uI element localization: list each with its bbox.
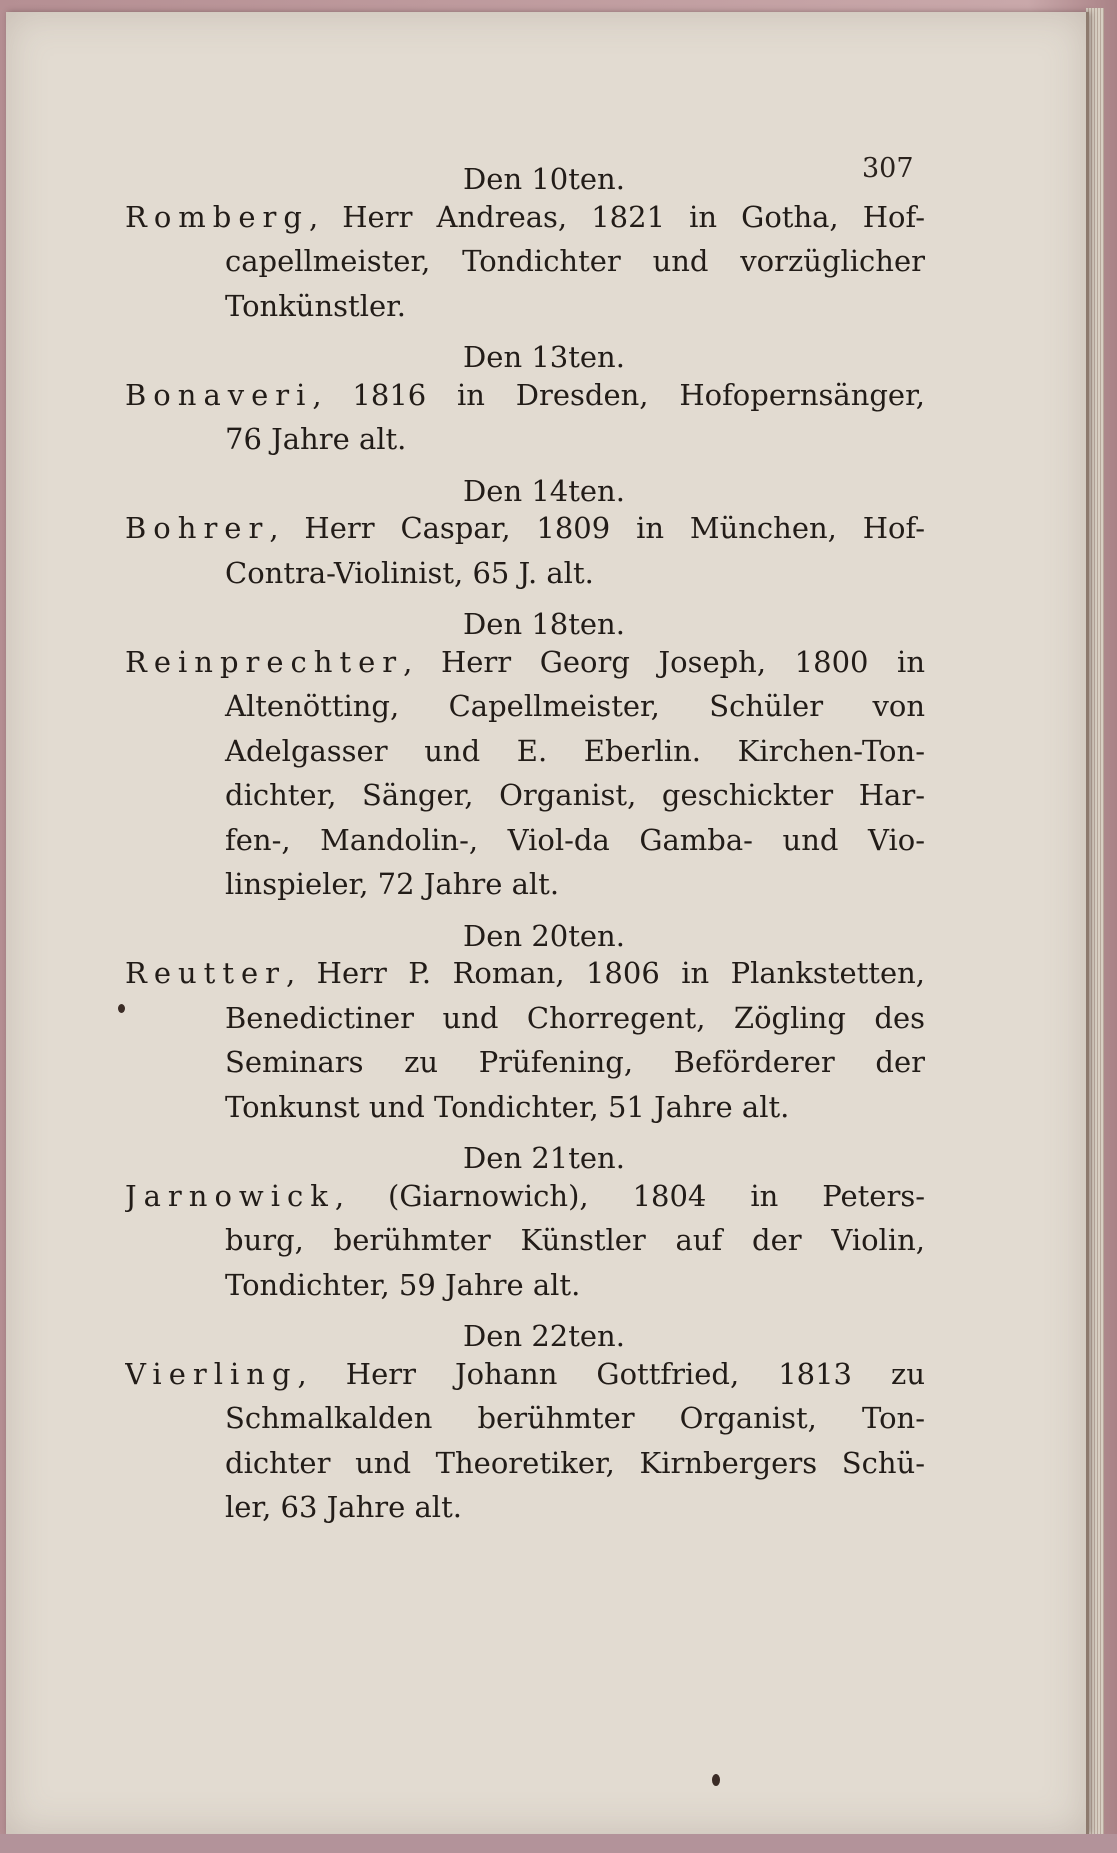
entry-line: Benedictiner und Chorregent, Zögling des [225, 1000, 925, 1035]
entry-line: Contra-Violinist, 65 J. alt. [225, 555, 594, 590]
entry-line: Schmalkalden berühmter Organist, Ton- [225, 1401, 925, 1435]
entry [125, 506, 925, 595]
date-heading: Den 22ten. [463, 1319, 625, 1353]
entry-line: , (Giarnowich), 1804 in Peters- [334, 1178, 925, 1213]
entry-line: , Herr Johann Gottfried, 1813 zu [297, 1356, 925, 1391]
entry-line: , Herr Georg Joseph, 1800 in [403, 644, 925, 679]
date-heading: Den 14ten. [463, 473, 625, 508]
entry-line: Altenötting, Capellmeister, Schüler von [225, 689, 925, 723]
entry [125, 195, 925, 329]
entry-name: Bonaveri [125, 377, 313, 412]
page-number: 307 [862, 153, 914, 184]
entry-line: linspieler, 72 Jahre alt. [225, 867, 560, 901]
entry-line: , Herr Caspar, 1809 in München, Hof- [269, 511, 925, 545]
entry-name: Vierling [125, 1356, 298, 1391]
entry-line: , Herr Andreas, 1821 in Gotha, Hof- [308, 199, 925, 234]
entry-name: Jarnowick [125, 1178, 335, 1213]
entry [125, 373, 925, 462]
entry [125, 1174, 925, 1308]
entry [125, 1352, 925, 1530]
entry-line: Tonkünstler. [225, 288, 407, 323]
ink-speck [118, 1004, 125, 1013]
entry-line: Tonkunst und Tondichter, 51 Jahre alt. [225, 1089, 790, 1124]
date-heading: Den 18ten. [463, 607, 625, 641]
entry-line: , Herr P. Roman, 1806 in Plankstetten, [286, 956, 925, 990]
entry-line: fen-, Mandolin-, Viol-da Gamba- und Vio- [225, 822, 925, 857]
date-heading: Den 20ten. [463, 918, 625, 953]
entry-line: capellmeister, Tondichter und vorzüglicher [225, 244, 925, 278]
entry-line: 76 Jahre alt. [225, 422, 407, 456]
date-heading: Den 13ten. [463, 340, 625, 374]
text-block [125, 150, 925, 1530]
entry-name: Bohrer [125, 511, 270, 545]
entry-line: burg, berühmter Künstler auf der Violin, [225, 1223, 925, 1257]
entry-name: Reutter [125, 956, 287, 990]
entry-line: Seminars zu Prüfening, Beförderer der [225, 1045, 925, 1079]
entry-name: Reinprechter [125, 644, 404, 679]
entry-name: Romberg [125, 199, 309, 234]
entry-line: dichter und Theoretiker, Kirnbergers Schü- [225, 1445, 925, 1480]
entry [125, 951, 925, 1129]
ink-speck [712, 1774, 720, 1786]
entry-line: dichter, Sänger, Organist, geschickter Har- [225, 778, 925, 812]
entry-line: , 1816 in Dresden, Hofopernsänger, [312, 377, 925, 412]
date-heading: Den 10ten. [463, 162, 625, 196]
book-bottom-edge [0, 1834, 1117, 1853]
entry-line: ler, 63 Jahre alt. [225, 1490, 462, 1524]
entry-line: Tondichter, 59 Jahre alt. [225, 1267, 581, 1302]
entry [125, 640, 925, 907]
entry-line: Adelgasser und E. Eberlin. Kirchen-Ton- [225, 733, 925, 768]
date-heading: Den 21ten. [463, 1141, 625, 1175]
